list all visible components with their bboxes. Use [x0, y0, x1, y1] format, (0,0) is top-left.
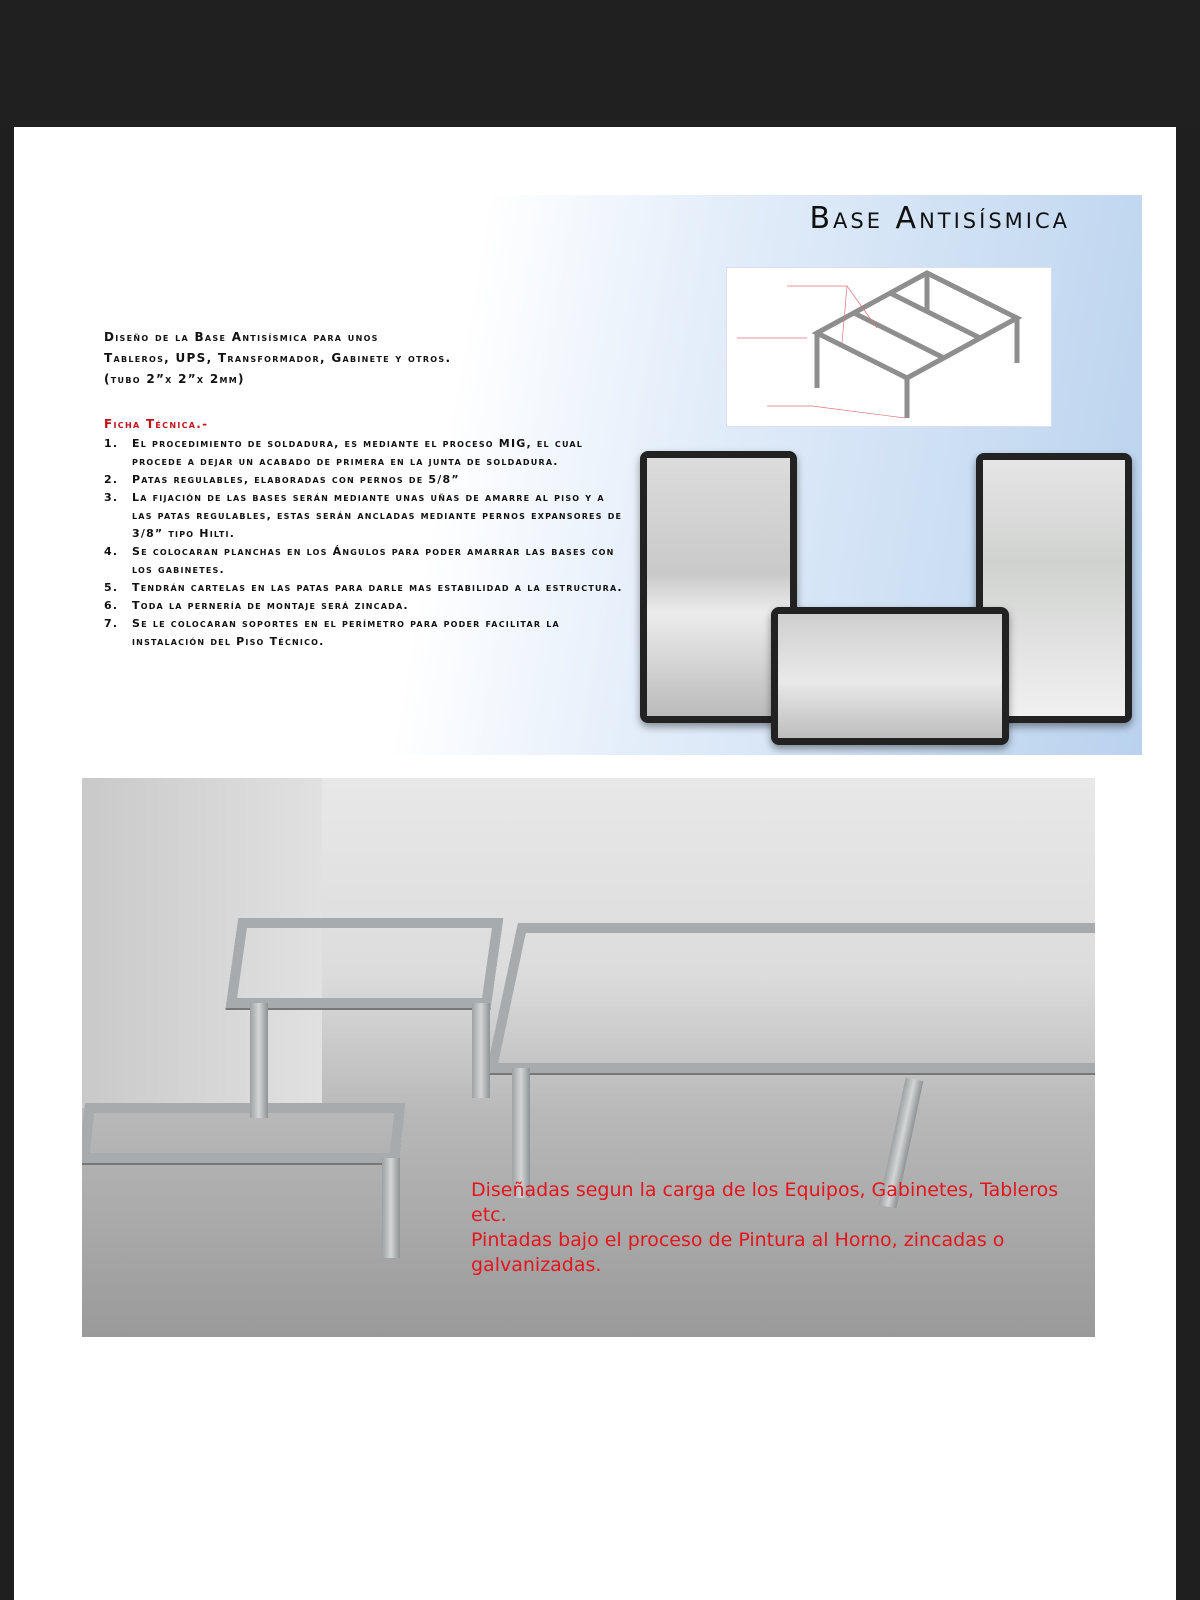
- item-number: 3.: [104, 491, 119, 504]
- item-number: 6.: [104, 599, 119, 612]
- list-item: [104, 615, 624, 651]
- list-item: [104, 435, 624, 471]
- intro-text: [104, 327, 624, 390]
- viewer-toolbar: [0, 0, 1200, 127]
- product-banner: [82, 195, 1142, 755]
- spec-list: [104, 435, 624, 651]
- document-page: [14, 127, 1176, 1600]
- item-text: El procedimiento de soldadura, es mediante el proceso MIG, el cual procede a dejar un acabado de primera en la junta de soldadura.: [132, 437, 584, 468]
- list-item: [104, 579, 624, 597]
- list-item: [104, 471, 624, 489]
- list-item: [104, 489, 624, 543]
- photo-caption: [471, 1178, 1091, 1278]
- ficha-heading: Ficha Técnica.-: [104, 417, 209, 431]
- caption-line: Pintadas bajo el proceso de Pintura al Horno, zincadas o galvanizadas.: [471, 1229, 1005, 1276]
- item-text: La fijación de las bases serán mediante unas uñas de amarre al piso y a las patas regulables, estas serán ancladas mediante pernos expansores de 3/8” tipo Hilti.: [132, 491, 623, 540]
- item-text: Se colocaran planchas en los Ángulos para poder amarrar las bases con los gabinetes.: [132, 545, 615, 576]
- item-number: 5.: [104, 581, 119, 594]
- banner-title: Base Antisísmica: [809, 201, 1070, 236]
- intro-line: Diseño de la Base Antisísmica para unos: [104, 330, 379, 344]
- item-text: Se le colocaran soportes en el perímetro para poder facilitar la instalación del Piso Técnico.: [132, 617, 560, 648]
- list-item: [104, 597, 624, 615]
- item-text: Tendrán cartelas en las patas para darle mas estabilidad a la estructura.: [132, 581, 623, 594]
- intro-line: (tubo 2”x 2”x 2mm): [104, 372, 245, 386]
- installation-photo-center: [771, 607, 1009, 745]
- base-technical-drawing: [726, 267, 1052, 427]
- item-text: Toda la pernería de montaje será zincada.: [132, 599, 409, 612]
- item-text: Patas regulables, elaboradas con pernos de 5/8”: [132, 473, 460, 486]
- item-number: 7.: [104, 617, 119, 630]
- item-number: 4.: [104, 545, 119, 558]
- list-item: [104, 543, 624, 579]
- antiseismic-bases-photo: [82, 778, 1095, 1337]
- caption-line: Diseñadas segun la carga de los Equipos, Gabinetes, Tableros etc.: [471, 1179, 1059, 1226]
- item-number: 2.: [104, 473, 119, 486]
- item-number: 1.: [104, 437, 119, 450]
- intro-line: Tableros, UPS, Transformador, Gabinete y otros.: [104, 351, 452, 365]
